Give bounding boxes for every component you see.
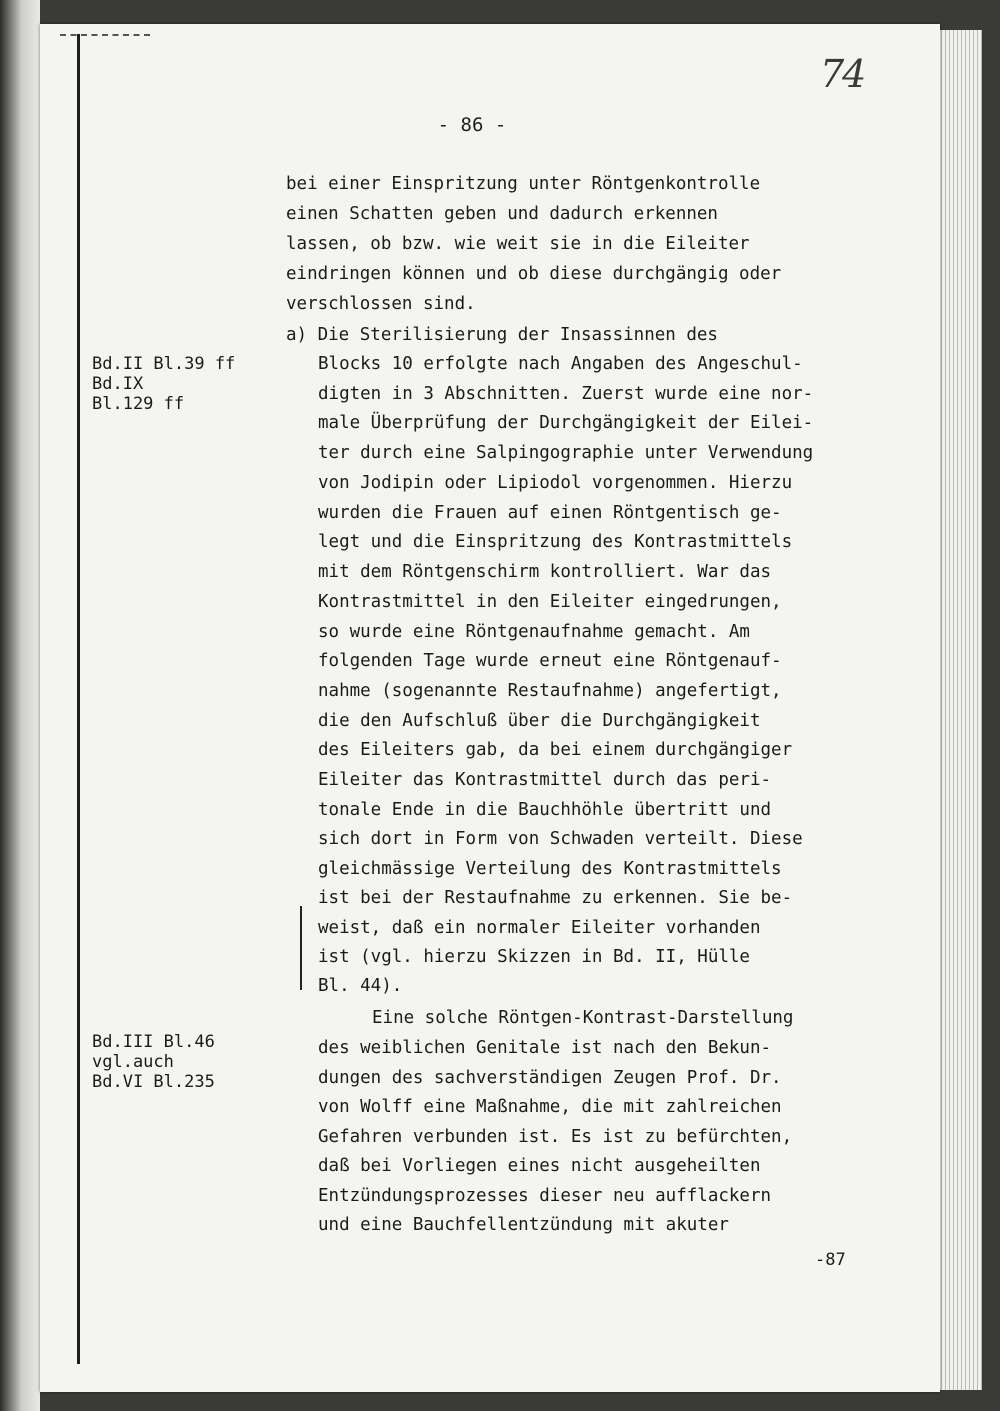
body-line: mit dem Röntgenschirm kontrolliert. War das — [318, 562, 772, 582]
handwritten-folio-number: 74 — [820, 52, 865, 96]
margin-note-line: Bd.II Bl.39 ff — [92, 354, 236, 374]
body-line: so wurde eine Röntgenaufnahme gemacht. Am — [318, 622, 750, 642]
body-line: des Eileiters gab, da bei einem durchgängiger — [318, 740, 793, 760]
body-line: a) Die Sterilisierung der Insassinnen des — [286, 325, 718, 345]
body-line: eindringen können und ob diese durchgängig oder — [286, 264, 782, 284]
adjacent-page-edge — [0, 0, 40, 1411]
body-line: dungen des sachverständigen Zeugen Prof. Dr. — [318, 1068, 782, 1088]
body-line: des weiblichen Genitale ist nach den Bekun- — [318, 1038, 772, 1058]
body-line: ist (vgl. hierzu Skizzen in Bd. II, Hülle — [318, 947, 750, 967]
body-line: Entzündungsprozesses dieser neu aufflackern — [318, 1186, 772, 1206]
body-line: Kontrastmittel in den Eileiter eingedrungen, — [318, 592, 782, 612]
page-number: - 86 - — [437, 114, 507, 136]
body-line: von Wolff eine Maßnahme, die mit zahlreichen — [318, 1097, 782, 1117]
body-line: wurden die Frauen auf einen Röntgentisch ge- — [318, 503, 782, 523]
margin-note-line: Bd.VI Bl.235 — [92, 1072, 215, 1092]
body-line: gleichmässige Verteilung des Kontrastmittels — [318, 859, 782, 879]
body-line: Gefahren verbunden ist. Es ist zu befürchten, — [318, 1127, 793, 1147]
body-line: daß bei Vorliegen eines nicht ausgeheilten — [318, 1156, 761, 1176]
margin-note-line: Bd.IX — [92, 374, 144, 394]
body-line: einen Schatten geben und dadurch erkennen — [286, 204, 718, 224]
body-line: weist, daß ein normaler Eileiter vorhanden — [318, 918, 761, 938]
body-line: folgenden Tage wurde erneut eine Röntgenauf- — [318, 651, 782, 671]
body-line: ter durch eine Salpingographie unter Verwendung — [318, 443, 814, 463]
body-line: Eine solche Röntgen-Kontrast-Darstellung — [372, 1008, 794, 1028]
body-line: legt und die Einspritzung des Kontrastmittels — [318, 532, 793, 552]
body-line: ist bei der Restaufnahme zu erkennen. Sie be- — [318, 888, 793, 908]
body-line: von Jodipin oder Lipiodol vorgenommen. Hierzu — [318, 473, 793, 493]
body-line: die den Aufschluß über die Durchgängigkeit — [318, 711, 761, 731]
catchword: -87 — [815, 1250, 846, 1270]
page-stack-edge — [938, 30, 982, 1390]
margin-note-line: Bl.129 ff — [92, 394, 185, 414]
body-line: nahme (sogenannte Restaufnahme) angefertigt, — [318, 681, 782, 701]
body-line: tonale Ende in die Bauchhöhle übertritt und — [318, 800, 772, 820]
body-line: Blocks 10 erfolgte nach Angaben des Angeschul- — [318, 354, 803, 374]
body-line: lassen, ob bzw. wie weit sie in die Eileiter — [286, 234, 750, 254]
binding-margin-line — [77, 34, 80, 1364]
body-line: Bl. 44). — [318, 976, 403, 996]
body-line: verschlossen sind. — [286, 294, 476, 314]
body-line: und eine Bauchfellentzündung mit akuter — [318, 1215, 729, 1235]
margin-note-line: Bd.III Bl.46 — [92, 1032, 215, 1052]
body-line: bei einer Einspritzung unter Röntgenkontrolle — [286, 174, 761, 194]
margin-note-line: vgl.auch — [92, 1052, 174, 1072]
corner-mark — [60, 34, 150, 38]
body-line: sich dort in Form von Schwaden verteilt. Diese — [318, 829, 803, 849]
body-line: Eileiter das Kontrastmittel durch das peri- — [318, 770, 772, 790]
margin-bracket — [300, 906, 308, 990]
body-line: digten in 3 Abschnitten. Zuerst wurde eine nor- — [318, 384, 814, 404]
body-line: male Überprüfung der Durchgängigkeit der Eilei- — [318, 413, 814, 433]
